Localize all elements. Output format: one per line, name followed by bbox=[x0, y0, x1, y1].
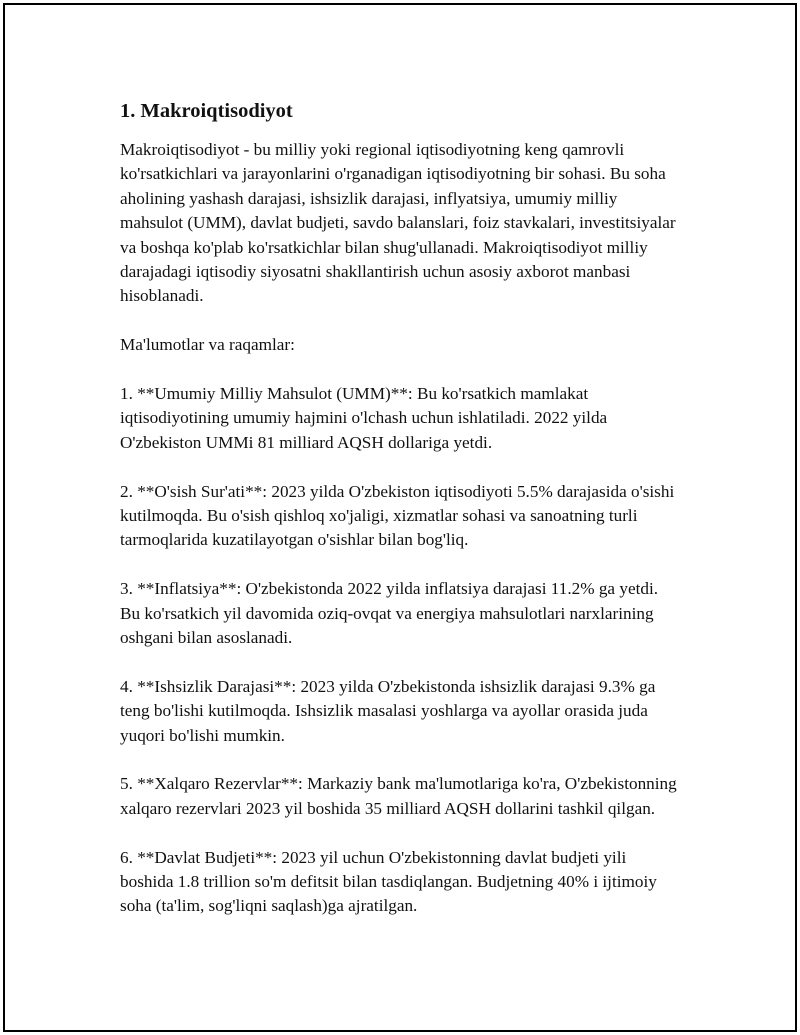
list-item bbox=[120, 772, 680, 821]
item-number: 1. bbox=[120, 384, 133, 404]
item-term: **Inflatsiya**: bbox=[137, 579, 242, 599]
item-number: 3. bbox=[120, 579, 133, 599]
list-item bbox=[120, 577, 680, 650]
item-text: 2023 yil uchun O'zbekistonning davlat budjeti yili boshida 1.8 trillion so'm defitsit bilan tasdiqlangan. Budjetning 40% i ijtimoiy soha (ta'lim, sog'liqni saqlash)ga ajratilgan. bbox=[120, 847, 657, 916]
item-term: **O'sish Sur'ati**: bbox=[137, 481, 268, 501]
list-item bbox=[120, 480, 680, 553]
item-text: 2023 yilda O'zbekistonda ishsizlik darajasi 9.3% ga teng bo'lishi kutilmoqda. Ishsizlik masalasi yoshlarga va ayollar orasida juda yuqori bo'lishi mumkin. bbox=[120, 676, 656, 745]
item-number: 4. bbox=[120, 676, 133, 696]
item-number: 2. bbox=[120, 481, 133, 501]
item-term: **Umumiy Milliy Mahsulot (UMM)**: bbox=[137, 384, 413, 404]
item-number: 6. bbox=[120, 847, 133, 867]
document-content bbox=[120, 99, 680, 943]
item-number: 5. bbox=[120, 774, 133, 794]
item-term: **Ishsizlik Darajasi**: bbox=[137, 676, 297, 696]
list-item bbox=[120, 846, 680, 919]
document-page bbox=[3, 3, 797, 1032]
list-item bbox=[120, 675, 680, 748]
item-term: **Xalqaro Rezervlar**: bbox=[137, 774, 303, 794]
data-label: Ma'lumotlar va raqamlar: bbox=[120, 335, 295, 355]
item-text: Bu ko'rsatkich mamlakat iqtisodiyotining umumiy hajmini o'lchash uchun ishlatiladi. 2022 yilda O'zbekiston UMMi 81 milliard AQSH dollariga yetdi. bbox=[120, 384, 608, 452]
item-text: Markaziy bank ma'lumotlariga ko'ra, O'zbekistonning xalqaro rezervlari 2023 yil boshida 35 milliard AQSH dollarini tashkil qilgan. bbox=[120, 774, 677, 818]
item-text: 2023 yilda O'zbekiston iqtisodiyoti 5.5% darajasida o'sishi kutilmoqda. Bu o'sish qishloq xo'jaligi, xizmatlar sohasi va sanoatning turli tarmoqlarida kuzatilayotgan o'sishlar bilan bog'liq. bbox=[120, 481, 675, 550]
item-text: O'zbekistonda 2022 yilda inflatsiya darajasi 11.2% ga yetdi. Bu ko'rsatkich yil davomida oziq-ovqat va energiya mahsulotlari narxlarining oshgani bilan asoslanadi. bbox=[120, 579, 659, 648]
intro-paragraph: Makroiqtisodiyot - bu milliy yoki regional iqtisodiyotning keng qamrovli ko'rsatkichlari va jarayonlarini o'rganadigan iqtisodiyotning bir sohasi. Bu soha aholining yashash darajasi, ishsizlik darajasi, inflyatsiya, umumiy milliy mahsulot (UMM), davlat budjeti, savdo balanslari, foiz stavkalari, investitsiyalar va boshqa ko'plab ko'rsatkichlar bilan shug'ullanadi. Makroiqtisodiyot milliy darajadagi iqtisodiy siyosatni shakllantirish uchun asosiy axborot manbasi hisoblanadi. bbox=[120, 140, 676, 306]
list-item bbox=[120, 382, 680, 455]
section-heading: 1. Makroiqtisodiyot bbox=[120, 100, 293, 122]
item-term: **Davlat Budjeti**: bbox=[137, 847, 278, 867]
